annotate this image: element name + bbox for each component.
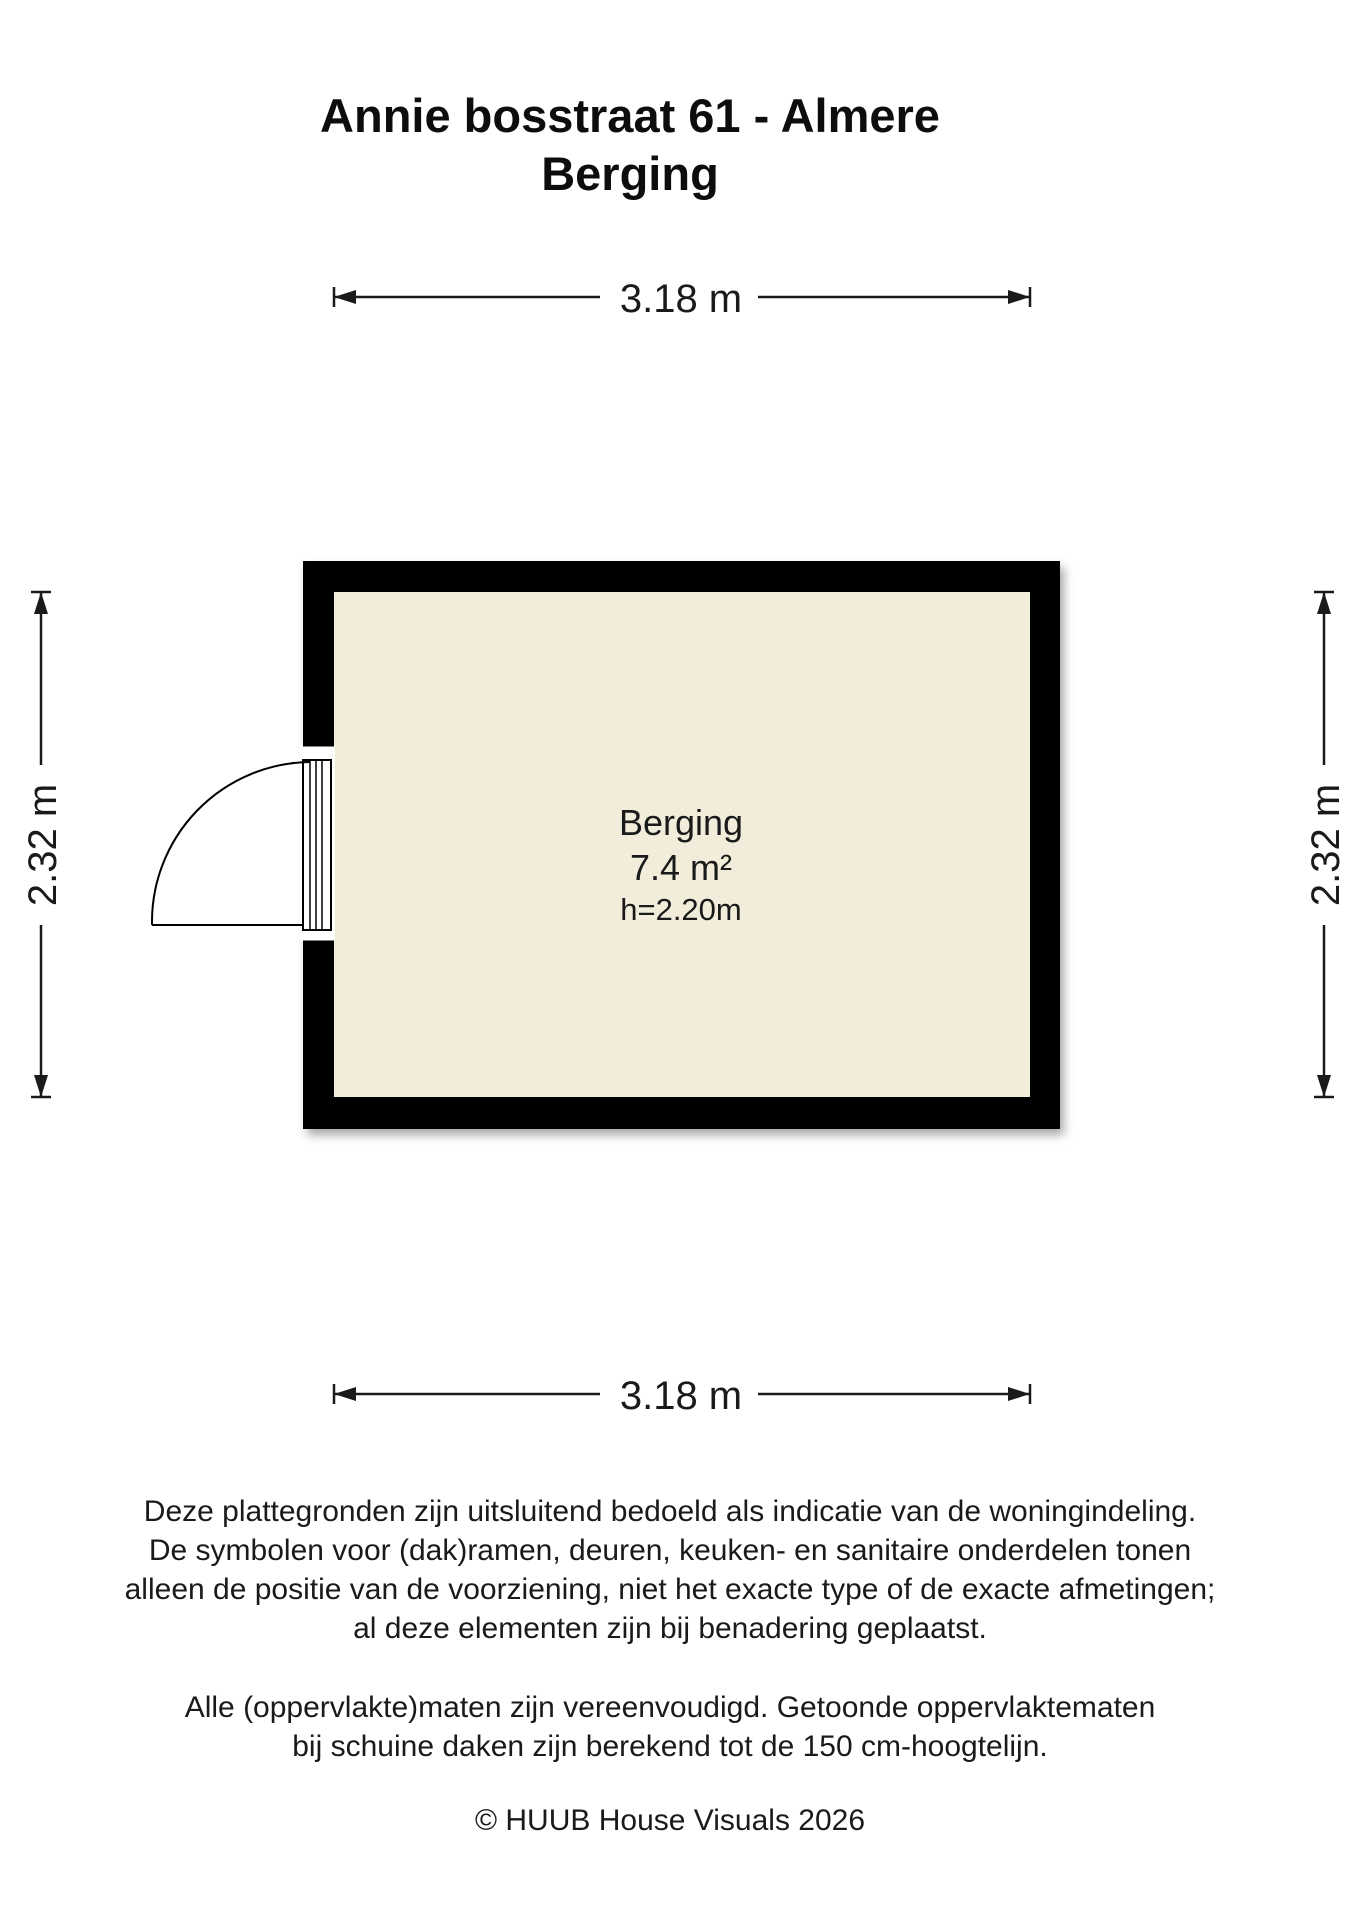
disclaimer-line: alleen de positie van de voorziening, niet het exacte type of de exacte afmetingen;: [124, 1573, 1216, 1606]
room-height: h=2.20m: [620, 892, 742, 927]
arrow-up-icon: [1317, 592, 1331, 614]
left-dimension: [21, 592, 65, 1097]
disclaimer-text: [0, 1492, 1340, 1648]
room-area: 7.4 m²: [629, 847, 733, 888]
room-name: Berging: [618, 802, 744, 843]
measurement-note: [0, 1688, 1340, 1766]
arrow-left-icon: [334, 1387, 356, 1401]
room-floor: [334, 592, 1030, 1097]
arrow-down-icon: [34, 1075, 48, 1097]
door: [152, 745, 335, 942]
arrow-up-icon: [34, 592, 48, 614]
copyright-text: © HUUB House Visuals 2026: [474, 1804, 866, 1837]
bottom-dimension-label: 3.18 m: [619, 1374, 743, 1418]
left-dimension-label: 2.32 m: [21, 783, 65, 907]
arrow-right-icon: [1008, 290, 1030, 304]
floor-title: Berging: [541, 147, 719, 200]
right-dimension: [1304, 592, 1348, 1097]
arrow-right-icon: [1008, 1387, 1030, 1401]
disclaimer-line: al deze elementen zijn bij benadering geplaatst.: [353, 1612, 987, 1645]
bottom-dimension: [334, 1374, 1030, 1418]
arrow-left-icon: [334, 290, 356, 304]
top-dimension: [334, 277, 1030, 321]
door-swing-arc: [152, 762, 310, 925]
note-line: Alle (oppervlakte)maten zijn vereenvoudigd. Getoonde oppervlaktematen: [184, 1691, 1156, 1724]
arrow-down-icon: [1317, 1075, 1331, 1097]
door-frame: [303, 760, 331, 930]
disclaimer-line: Deze plattegronden zijn uitsluitend bedoeld als indicatie van de woningindeling.: [143, 1495, 1197, 1528]
top-dimension-label: 3.18 m: [619, 277, 743, 321]
right-dimension-label: 2.32 m: [1304, 783, 1348, 907]
disclaimer-line: De symbolen voor (dak)ramen, deuren, keuken- en sanitaire onderdelen tonen: [148, 1534, 1192, 1567]
note-line: bij schuine daken zijn berekend tot de 150 cm-hoogtelijn.: [292, 1730, 1048, 1763]
address-title: Annie bosstraat 61 - Almere: [320, 89, 940, 142]
